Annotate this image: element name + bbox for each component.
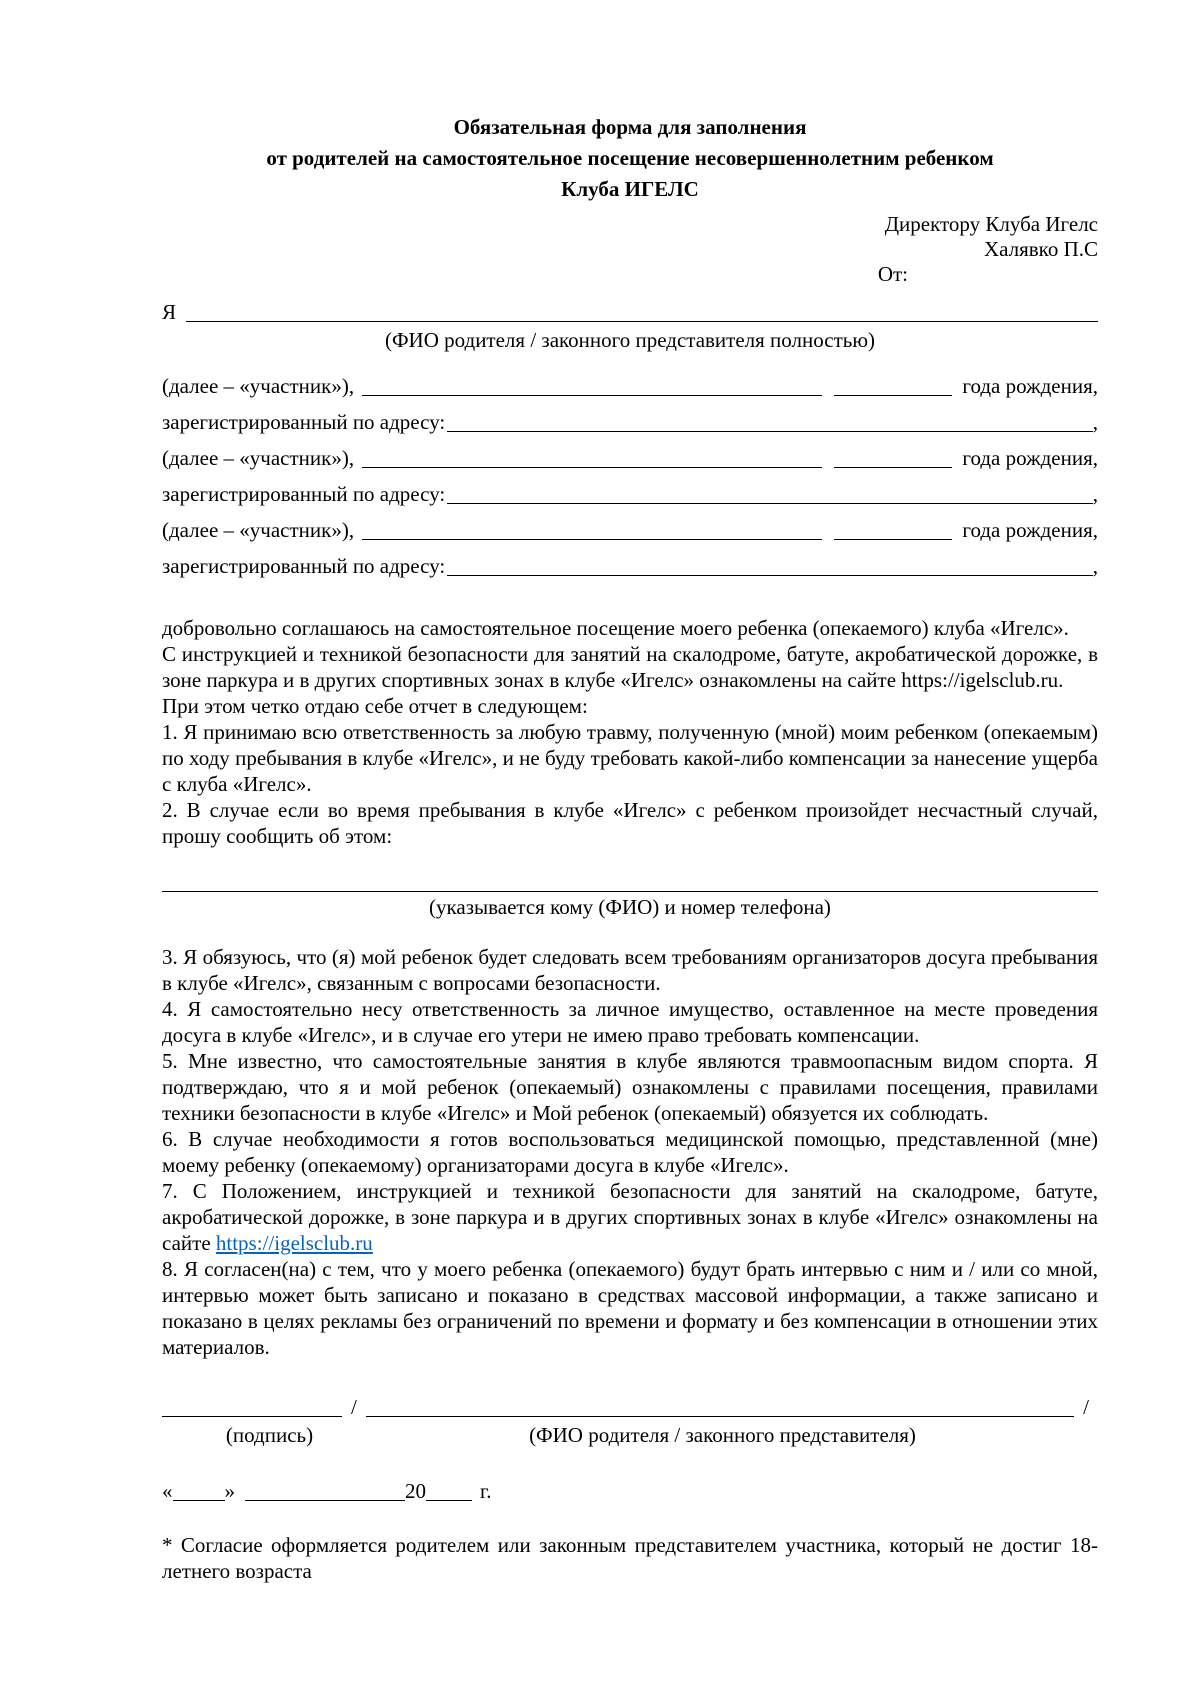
fill-line-signer-name xyxy=(366,1416,1074,1417)
contact-phone-caption: (указывается кому (ФИО) и номер телефона) xyxy=(429,895,831,919)
paragraph-item-4: 4. Я самостоятельно несу ответственность за личное имущество, оставленное на месте проведения досуга в клубе «Игелс», и в случае его утери не имею право требовать компенсации. xyxy=(162,997,1098,1047)
participant-birth-suffix: года рождения, xyxy=(962,446,1098,470)
address-prefix: зарегистрированный по адресу: xyxy=(162,554,446,578)
date-year-suffix: г. xyxy=(480,1479,492,1503)
signature-trailing-slash: / xyxy=(1083,1395,1089,1419)
fill-line-contact-phone xyxy=(162,869,1098,892)
fill-line-birth-year xyxy=(834,539,952,540)
document-title xyxy=(162,112,1098,205)
address-suffix: , xyxy=(1092,554,1098,578)
signature-caption: (подпись) xyxy=(225,1423,314,1447)
title-line-1: Обязательная форма для заполнения xyxy=(453,115,807,139)
paragraph-item-5: 5. Мне известно, что самостоятельные занятия в клубе являются травмоопасным видом спорта. Я подтверждаю, что я и мой ребенок (опекаемый) ознакомлены с правилами посещения, правилами техники безопасности в клубе «Игелс» и Мой ребенок (опекаемый) обязуется их соблюдать. xyxy=(162,1049,1098,1125)
fill-line-applicant-name xyxy=(186,321,1098,322)
fill-line-signature xyxy=(162,1416,342,1417)
fill-line-month xyxy=(245,1500,405,1501)
fill-line-participant-name xyxy=(362,395,822,396)
applicant-prefix: Я xyxy=(162,300,177,324)
paragraph-consent: добровольно соглашаюсь на самостоятельное посещение моего ребенка (опекаемого) клуба «Игелс». xyxy=(162,616,1069,640)
paragraph-item-3: 3. Я обязуюсь, что (я) мой ребенок будет следовать всем требованиям организаторов досуга пребывания в клубе «Игелс», связанным с вопросами безопасности. xyxy=(162,945,1098,995)
date-close-quote: » xyxy=(224,1479,235,1503)
participant-prefix: (далее – «участник»), xyxy=(162,518,355,542)
paragraph-safety-intro: С инструкцией и техникой безопасности для занятий на скалодроме, батуте, акробатической дорожке, в зоне паркура и в других спортивных зонах в клубе «Игелс» ознакомлены на сайте https://igelsclub.ru. xyxy=(162,642,1098,692)
participant-block-2 xyxy=(162,443,1098,509)
participant-row xyxy=(162,515,1098,545)
fill-line-participant-name xyxy=(362,539,822,540)
paragraph-item-6: 6. В случае необходимости я готов воспользоваться медицинской помощью, представленной (мне) моему ребенку (опекаемому) организаторами досуга в клубе «Игелс». xyxy=(162,1127,1098,1177)
addressee-from-label: От: xyxy=(877,262,908,286)
fill-line-birth-year xyxy=(834,467,952,468)
signature-row xyxy=(162,1392,1098,1422)
participant-row xyxy=(162,443,1098,473)
paragraph-item-7 xyxy=(162,1178,1098,1256)
participant-birth-suffix: года рождения, xyxy=(962,374,1098,398)
signature-separator: / xyxy=(351,1395,357,1419)
fill-line-birth-year xyxy=(834,395,952,396)
date-row xyxy=(162,1476,1098,1506)
title-line-3: Клуба ИГЕЛС xyxy=(561,177,699,201)
fill-line-day xyxy=(173,1500,225,1501)
fill-line-address xyxy=(447,575,1092,576)
addressee-director: Директору Клуба Игелс xyxy=(884,212,1098,236)
address-row xyxy=(162,407,1098,437)
address-prefix: зарегистрированный по адресу: xyxy=(162,410,446,434)
applicant-name-row xyxy=(162,297,1098,327)
addressee-block xyxy=(162,212,1098,287)
address-prefix: зарегистрированный по адресу: xyxy=(162,482,446,506)
paragraph-item-8: 8. Я согласен(на) с тем, что у моего ребенка (опекаемого) будут брать интервью с ним и / или со мной, интервью может быть записано и показано в средствах массовой информации, а также записано и показано в целях рекламы без ограничений по времени и формату и без компенсации в отношении этих материалов. xyxy=(162,1257,1098,1359)
date-open-quote: « xyxy=(162,1479,173,1503)
participant-prefix: (далее – «участник»), xyxy=(162,446,355,470)
date-century: 20 xyxy=(405,1479,426,1503)
signature-captions xyxy=(162,1422,1098,1448)
document-body xyxy=(162,615,1098,1360)
applicant-name-caption: (ФИО родителя / законного представителя полностью) xyxy=(384,328,876,352)
fill-line-year xyxy=(426,1500,472,1501)
participant-block-1 xyxy=(162,371,1098,437)
fill-line-address xyxy=(447,503,1092,504)
addressee-name: Халявко П.С xyxy=(983,237,1098,261)
participant-prefix: (далее – «участник»), xyxy=(162,374,355,398)
participant-birth-suffix: года рождения, xyxy=(962,518,1098,542)
fill-line-participant-name xyxy=(362,467,822,468)
address-suffix: , xyxy=(1092,410,1098,434)
participant-row xyxy=(162,371,1098,401)
paragraph-item-1: 1. Я принимаю всю ответственность за любую травму, полученную (мной) моим ребенком (опекаемым) по ходу пребывания в клубе «Игелс», и не буду требовать какой-либо компенсации за нанесение ущерба с клуба «Игелс». xyxy=(162,720,1098,796)
footnote: * Согласие оформляется родителем или законным представителем участника, который не достиг 18-летнего возраста xyxy=(162,1533,1098,1583)
title-line-2: от родителей на самостоятельное посещение несовершеннолетним ребенком xyxy=(266,146,994,170)
address-suffix: , xyxy=(1092,482,1098,506)
participant-block-3 xyxy=(162,515,1098,581)
paragraph-item-2: 2. В случае если во время пребывания в клубе «Игелс» с ребенком произойдет несчастный случай, прошу сообщить об этом: xyxy=(162,798,1098,848)
paragraph-item-7-text: 7. С Положением, инструкцией и техникой безопасности для занятий на скалодроме, батуте, акробатической дорожке, в зоне паркура и в других спортивных зонах в клубе «Игелс» ознакомлены на сайте xyxy=(162,1179,1098,1255)
fill-line-address xyxy=(447,431,1092,432)
signer-name-caption: (ФИО родителя / законного представителя) xyxy=(529,1423,916,1447)
igelsclub-link[interactable]: https://igelsclub.ru xyxy=(215,1231,373,1255)
paragraph-aware-intro: При этом четко отдаю себе отчет в следующем: xyxy=(162,694,588,718)
address-row xyxy=(162,551,1098,581)
address-row xyxy=(162,479,1098,509)
